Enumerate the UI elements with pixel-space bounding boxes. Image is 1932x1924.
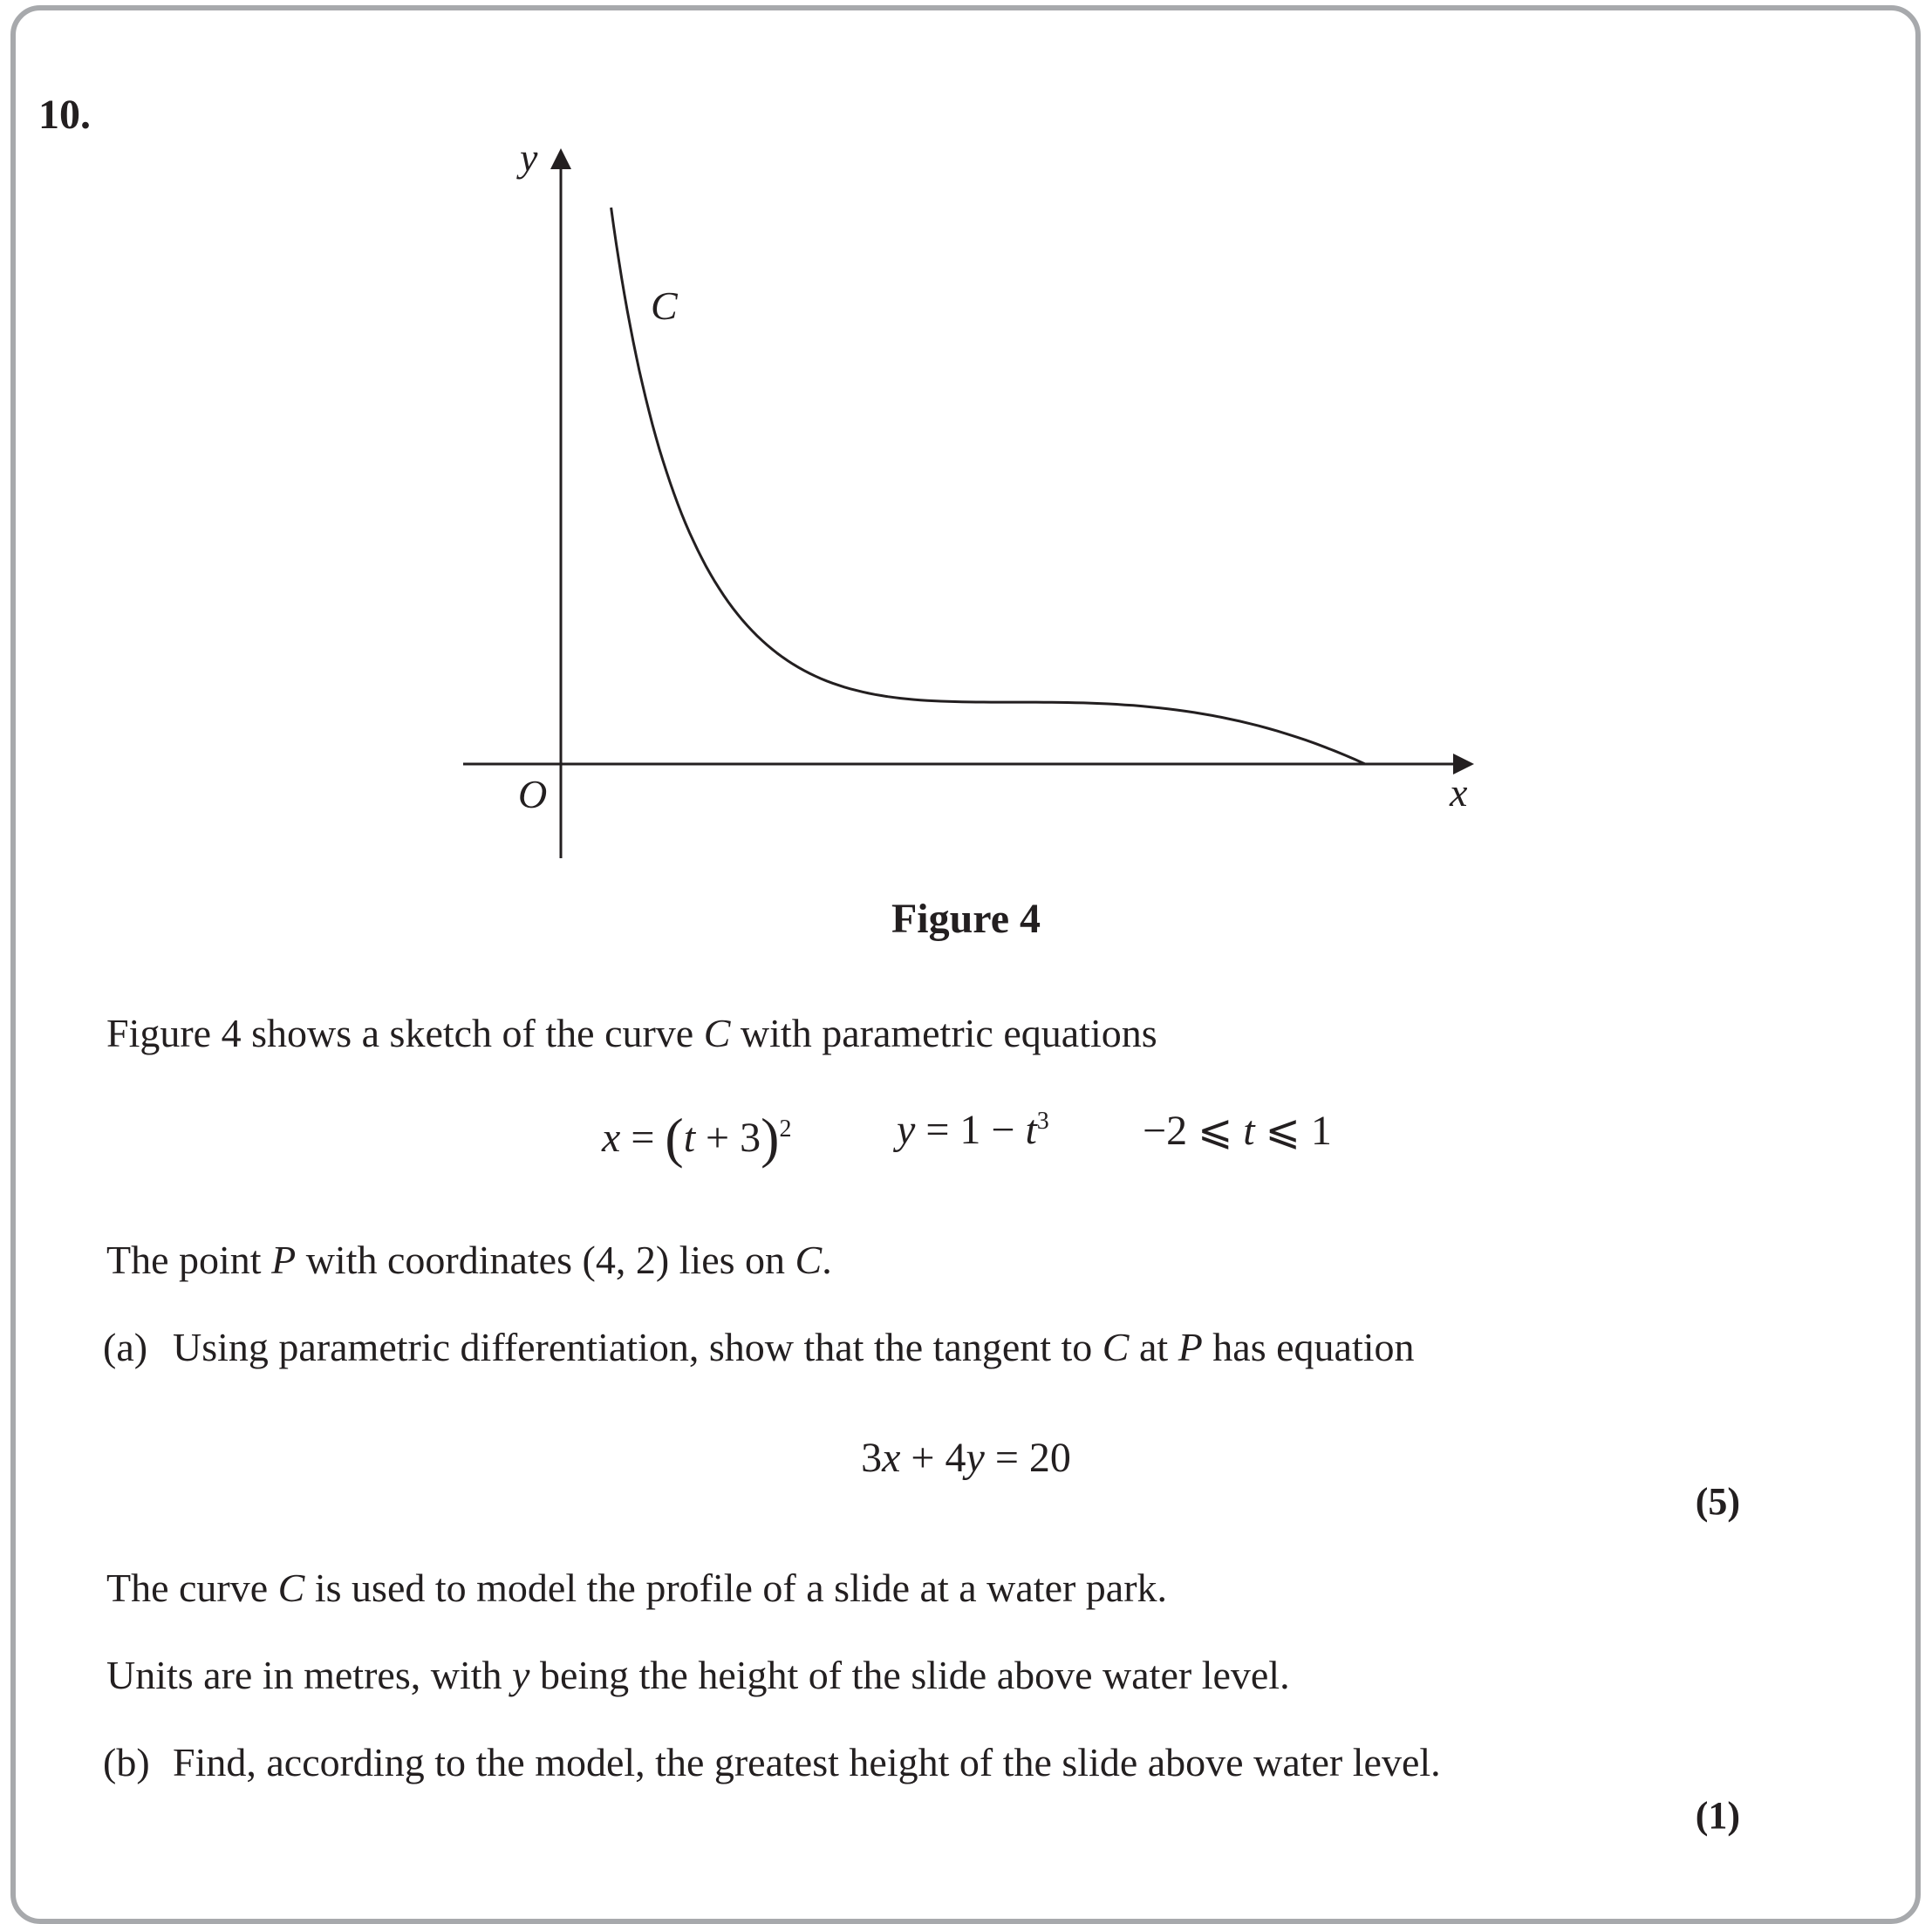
marks-part-b: (1) [1695,1794,1740,1837]
equation-range: −2 ⩽ t ⩽ 1 [1143,1108,1332,1154]
curve-c [611,208,1365,764]
part-a-text: Using parametric differentiation, show that the tangent to C at P has equation [173,1325,1415,1369]
part-b-label: (b) [103,1740,150,1784]
figure-4-graph [0,0,1932,872]
axes [463,148,1474,858]
equation-y: $y = 1 - t^3$ [897,1107,1049,1153]
part-b-text: Find, according to the model, the greatest height of the slide above water level. [173,1740,1441,1784]
figure-caption: Figure 4 [891,896,1041,942]
marks-part-a: (5) [1695,1480,1740,1523]
y-axis-arrow [550,148,571,169]
intro-line: Figure 4 shows a sketch of the curve C with parametric equations [106,1011,1157,1055]
point-p-line: The point P with coordinates (4, 2) lies on C. [106,1238,832,1282]
curve-label: C [651,283,678,328]
equation-x: $x = (t + 3)^2$ [602,1107,792,1169]
part-a-label: (a) [103,1325,148,1369]
model-line: The curve C is used to model the profile of a slide at a water park. [106,1566,1168,1610]
units-line: Units are in metres, with y being the height of the slide above water level. [106,1653,1290,1697]
question-number: 10. [38,92,91,138]
origin-label: O [518,772,548,816]
y-axis-label: y [520,135,538,180]
tangent-equation: 3x + 4y = 20 [861,1435,1071,1481]
x-axis-label: x [1450,770,1468,815]
